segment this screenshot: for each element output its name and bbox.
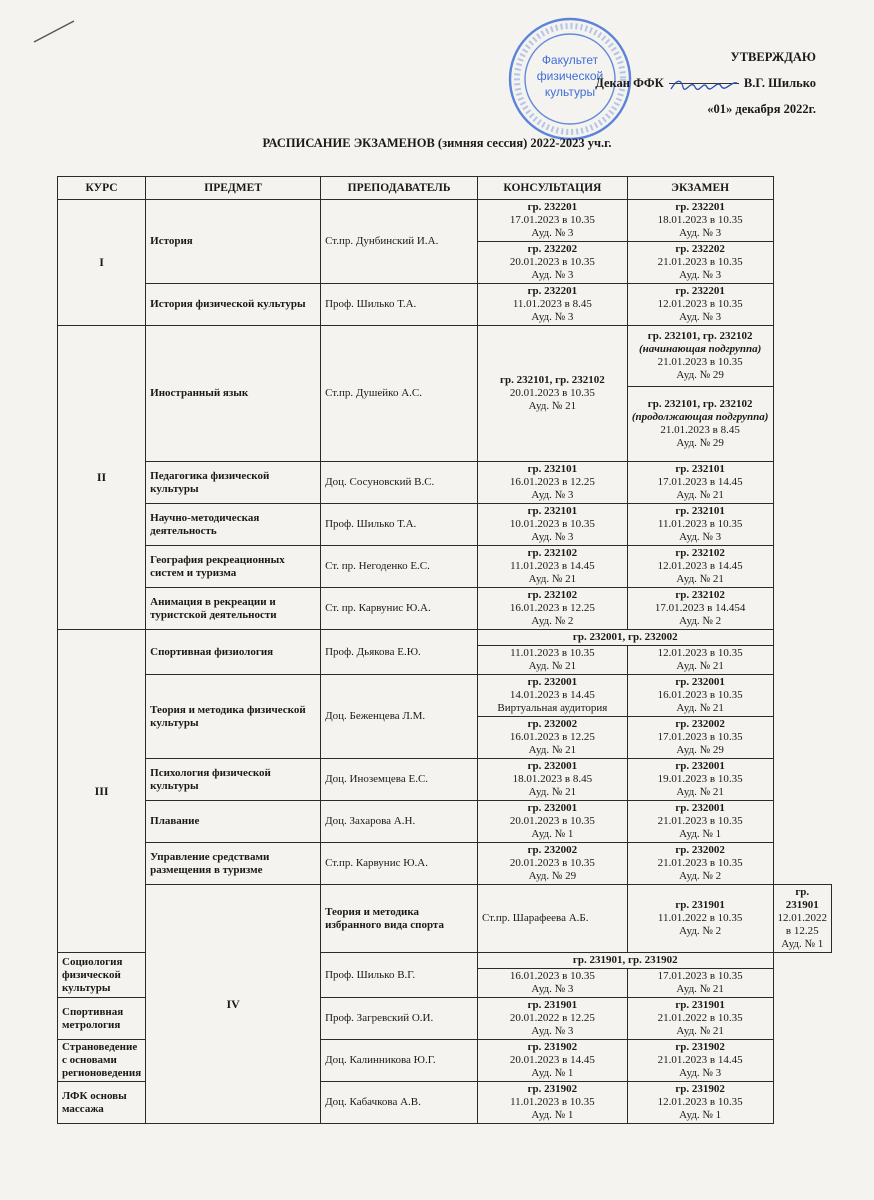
approval-block bbox=[595, 44, 816, 122]
subject-cell: Иностранный язык bbox=[146, 326, 321, 462]
teacher-cell: Проф. Дьякова Е.Ю. bbox=[321, 630, 478, 675]
consult-cell: гр. 232102 16.01.2023 в 12.25 Ауд. № 2 bbox=[477, 588, 627, 630]
exam-cell: гр. 232201 18.01.2023 в 10.35 Ауд. № 3 bbox=[627, 200, 773, 242]
kurs-cell: III bbox=[58, 630, 146, 953]
consult-cell: гр. 231901 20.01.2022 в 12.25 Ауд. № 3 bbox=[477, 998, 627, 1040]
teacher-cell: Доц. Захарова А.Н. bbox=[321, 801, 478, 843]
exam-cell: 12.01.2023 в 10.35 Ауд. № 21 bbox=[627, 646, 773, 675]
header-subject: ПРЕДМЕТ bbox=[146, 177, 321, 200]
teacher-cell: Ст. пр. Карвунис Ю.А. bbox=[321, 588, 478, 630]
table-row bbox=[58, 630, 832, 646]
exam-cell: гр. 232101 17.01.2023 в 14.45 Ауд. № 21 bbox=[627, 462, 773, 504]
table-row bbox=[58, 326, 832, 387]
subject-cell: Анимация в рекреации и туристской деятельности bbox=[146, 588, 321, 630]
table-row bbox=[58, 801, 832, 843]
subject-cell: История bbox=[146, 200, 321, 284]
consult-cell: гр. 232001 18.01.2023 в 8.45 Ауд. № 21 bbox=[477, 759, 627, 801]
exam-cell: гр. 232101 11.01.2023 в 10.35 Ауд. № 3 bbox=[627, 504, 773, 546]
exam-cell: гр. 232101, гр. 232102 (начинающая подгруппа) 21.01.2023 в 10.35 Ауд. № 29 bbox=[627, 326, 773, 387]
table-row bbox=[58, 759, 832, 801]
consult-cell: гр. 232101 16.01.2023 в 12.25 Ауд. № 3 bbox=[477, 462, 627, 504]
consult-cell: гр. 231901 11.01.2022 в 10.35 Ауд. № 2 bbox=[627, 885, 773, 953]
exam-cell: гр. 232001 19.01.2023 в 10.35 Ауд. № 21 bbox=[627, 759, 773, 801]
table-row bbox=[58, 546, 832, 588]
subject-cell: Теория и методика избранного вида спорта bbox=[321, 885, 478, 953]
teacher-cell: Проф. Шилько Т.А. bbox=[321, 284, 478, 326]
document-title: РАСПИСАНИЕ ЭКЗАМЕНОВ (зимняя сессия) 2022-2023 уч.г. bbox=[262, 136, 612, 150]
exam-cell: гр. 232101, гр. 232102 (продолжающая подгруппа) 21.01.2023 в 8.45 Ауд. № 29 bbox=[627, 387, 773, 462]
approval-position: Декан ФФК bbox=[595, 76, 664, 90]
approval-date: «01» декабря 2022г. bbox=[707, 102, 816, 116]
table-row bbox=[58, 885, 832, 953]
subject-cell: Спортивная физиология bbox=[146, 630, 321, 675]
approval-title: УТВЕРЖДАЮ bbox=[730, 50, 816, 64]
consult-cell: гр. 232101, гр. 232102 20.01.2023 в 10.35 Ауд. № 21 bbox=[477, 326, 627, 462]
combined-group-cell: гр. 232001, гр. 232002 bbox=[477, 630, 773, 646]
stamp-line-3: культуры bbox=[544, 85, 596, 99]
teacher-cell: Ст.пр. Шарафеева А.Б. bbox=[477, 885, 627, 953]
subject-cell: Научно-методическая деятельность bbox=[146, 504, 321, 546]
header-exam: ЭКЗАМЕН bbox=[627, 177, 773, 200]
subject-cell: Управление средствами размещения в туризме bbox=[146, 843, 321, 885]
teacher-cell: Доц. Сосуновский В.С. bbox=[321, 462, 478, 504]
consult-cell: гр. 231902 20.01.2023 в 14.45 Ауд. № 1 bbox=[477, 1040, 627, 1082]
subject-cell: Спортивная метрология bbox=[58, 998, 146, 1040]
table-row bbox=[58, 462, 832, 504]
consult-cell: гр. 232102 11.01.2023 в 14.45 Ауд. № 21 bbox=[477, 546, 627, 588]
header-kurs: КУРС bbox=[58, 177, 146, 200]
teacher-cell: Ст.пр. Дунбинский И.А. bbox=[321, 200, 478, 284]
pen-mark-icon bbox=[32, 18, 76, 44]
subject-cell: ЛФК основы массажа bbox=[58, 1082, 146, 1124]
kurs-cell: IV bbox=[146, 885, 321, 1124]
exam-cell: гр. 231902 12.01.2023 в 10.35 Ауд. № 1 bbox=[627, 1082, 773, 1124]
table-row bbox=[58, 588, 832, 630]
subject-cell: Теория и методика физической культуры bbox=[146, 675, 321, 759]
approval-signer: В.Г. Шилько bbox=[743, 76, 816, 90]
approval-signature-line bbox=[595, 70, 816, 96]
teacher-cell: Ст.пр. Душейко А.С. bbox=[321, 326, 478, 462]
header-teacher: ПРЕПОДАВАТЕЛЬ bbox=[321, 177, 478, 200]
signature-icon bbox=[669, 83, 739, 84]
table-row bbox=[58, 284, 832, 326]
stamp-line-2: физической bbox=[536, 69, 604, 83]
consult-cell: гр. 232001 14.01.2023 в 14.45 Виртуальная аудитория bbox=[477, 675, 627, 717]
exam-cell: гр. 232001 21.01.2023 в 10.35 Ауд. № 1 bbox=[627, 801, 773, 843]
subject-cell: Плавание bbox=[146, 801, 321, 843]
header-consult: КОНСУЛЬТАЦИЯ bbox=[477, 177, 627, 200]
consult-cell: 11.01.2023 в 10.35 Ауд. № 21 bbox=[477, 646, 627, 675]
exam-cell: гр. 231902 21.01.2023 в 14.45 Ауд. № 3 bbox=[627, 1040, 773, 1082]
subject-cell: Психология физической культуры bbox=[146, 759, 321, 801]
consult-cell: гр. 231902 11.01.2023 в 10.35 Ауд. № 1 bbox=[477, 1082, 627, 1124]
consult-cell: гр. 232101 10.01.2023 в 10.35 Ауд. № 3 bbox=[477, 504, 627, 546]
teacher-cell: Ст.пр. Карвунис Ю.А. bbox=[321, 843, 478, 885]
consult-cell: гр. 232202 20.01.2023 в 10.35 Ауд. № 3 bbox=[477, 242, 627, 284]
exam-cell: гр. 232202 21.01.2023 в 10.35 Ауд. № 3 bbox=[627, 242, 773, 284]
exam-cell: гр. 232201 12.01.2023 в 10.35 Ауд. № 3 bbox=[627, 284, 773, 326]
teacher-cell: Проф. Шилько В.Г. bbox=[321, 953, 478, 998]
exam-cell: гр. 232102 17.01.2023 в 14.454 Ауд. № 2 bbox=[627, 588, 773, 630]
teacher-cell: Ст. пр. Негоденко Е.С. bbox=[321, 546, 478, 588]
teacher-cell: Проф. Шилько Т.А. bbox=[321, 504, 478, 546]
exam-cell: гр. 232002 21.01.2023 в 10.35 Ауд. № 2 bbox=[627, 843, 773, 885]
consult-cell: гр. 232002 20.01.2023 в 10.35 Ауд. № 29 bbox=[477, 843, 627, 885]
combined-group-cell: гр. 231901, гр. 231902 bbox=[477, 953, 773, 969]
consult-cell: гр. 232201 11.01.2023 в 8.45 Ауд. № 3 bbox=[477, 284, 627, 326]
subject-cell: История физической культуры bbox=[146, 284, 321, 326]
table-row bbox=[58, 200, 832, 242]
consult-cell: гр. 232002 16.01.2023 в 12.25 Ауд. № 21 bbox=[477, 717, 627, 759]
kurs-cell: I bbox=[58, 200, 146, 326]
exam-cell: гр. 232102 12.01.2023 в 14.45 Ауд. № 21 bbox=[627, 546, 773, 588]
consult-cell: гр. 232201 17.01.2023 в 10.35 Ауд. № 3 bbox=[477, 200, 627, 242]
teacher-cell: Доц. Беженцева Л.М. bbox=[321, 675, 478, 759]
consult-cell: 16.01.2023 в 10.35 Ауд. № 3 bbox=[477, 969, 627, 998]
subject-cell: Социология физической культуры bbox=[58, 953, 146, 998]
subject-cell: Страноведение с основами регионоведения bbox=[58, 1040, 146, 1082]
exam-cell: гр. 232001 16.01.2023 в 10.35 Ауд. № 21 bbox=[627, 675, 773, 717]
table-row bbox=[58, 675, 832, 717]
teacher-cell: Доц. Калинникова Ю.Г. bbox=[321, 1040, 478, 1082]
exam-cell: гр. 232002 17.01.2023 в 10.35 Ауд. № 29 bbox=[627, 717, 773, 759]
table-row bbox=[58, 504, 832, 546]
teacher-cell: Доц. Кабачкова А.В. bbox=[321, 1082, 478, 1124]
consult-cell: гр. 232001 20.01.2023 в 10.35 Ауд. № 1 bbox=[477, 801, 627, 843]
exam-cell: гр. 231901 21.01.2022 в 10.35 Ауд. № 21 bbox=[627, 998, 773, 1040]
exam-cell: 17.01.2023 в 10.35 Ауд. № 21 bbox=[627, 969, 773, 998]
subject-cell: Педагогика физической культуры bbox=[146, 462, 321, 504]
teacher-cell: Доц. Иноземцева Е.С. bbox=[321, 759, 478, 801]
subject-cell: География рекреационных систем и туризма bbox=[146, 546, 321, 588]
exam-schedule-table bbox=[57, 176, 832, 1124]
teacher-cell: Проф. Загревский О.И. bbox=[321, 998, 478, 1040]
table-header-row bbox=[58, 177, 832, 200]
table-row bbox=[58, 843, 832, 885]
kurs-cell: II bbox=[58, 326, 146, 630]
stamp-line-1: Факультет bbox=[541, 53, 599, 67]
exam-cell: гр. 231901 12.01.2022 в 12.25 Ауд. № 1 bbox=[773, 885, 832, 953]
